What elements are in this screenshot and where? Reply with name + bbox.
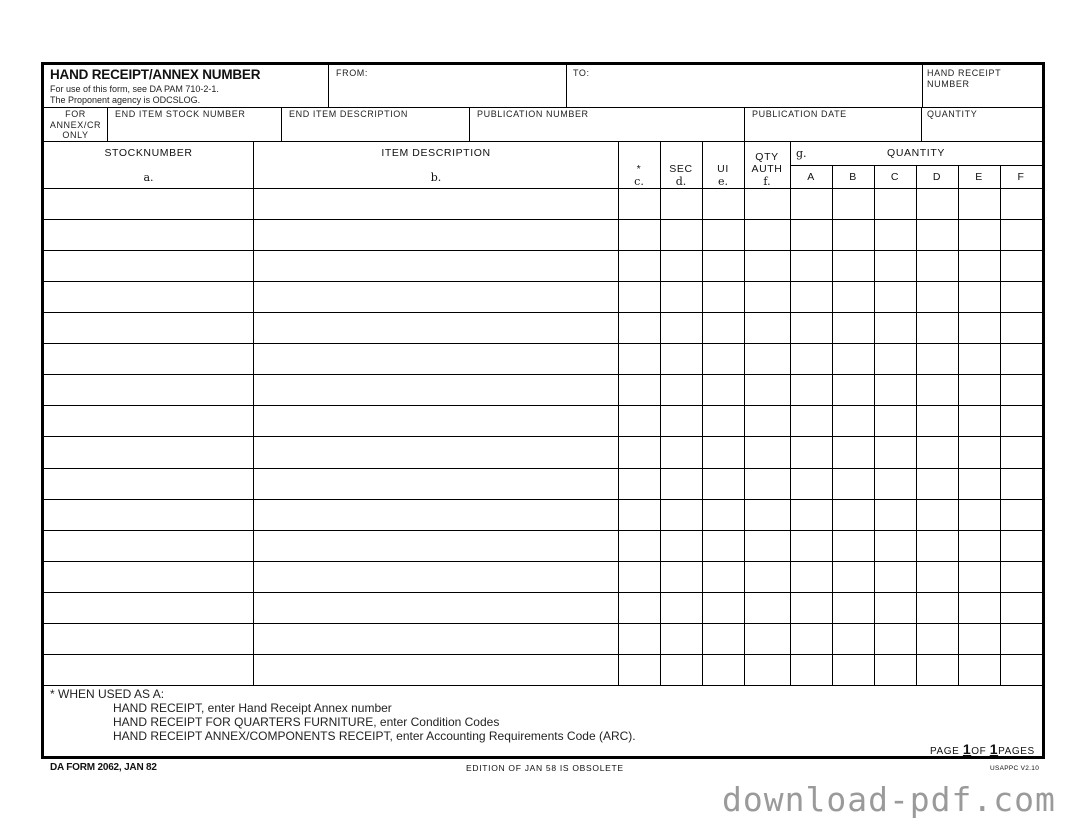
hand-receipt-number-label-1: HAND RECEIPT bbox=[927, 68, 1002, 78]
cell-stock-number[interactable] bbox=[45, 313, 253, 343]
cell-star[interactable] bbox=[619, 220, 660, 250]
page-indicator bbox=[930, 741, 1035, 757]
notes-heading: * WHEN USED AS A: bbox=[50, 687, 165, 701]
cell-qty-d[interactable] bbox=[917, 531, 958, 561]
cell-qty-d[interactable] bbox=[917, 562, 958, 592]
cell-item-description[interactable] bbox=[254, 593, 618, 623]
cell-qty-a[interactable] bbox=[791, 313, 832, 343]
cell-qty-auth[interactable] bbox=[745, 562, 790, 592]
cell-qty-d[interactable] bbox=[917, 624, 958, 654]
hand-receipt-number-label-2: NUMBER bbox=[927, 79, 970, 89]
cell-qty-f[interactable] bbox=[1001, 437, 1042, 467]
col-qty-c: C bbox=[890, 171, 900, 183]
cell-qty-d[interactable] bbox=[917, 593, 958, 623]
cell-stock-number[interactable] bbox=[45, 251, 253, 281]
total-pages[interactable]: 1 bbox=[989, 741, 999, 757]
cell-sec[interactable] bbox=[661, 344, 702, 374]
col-sec-sub: d. bbox=[675, 175, 687, 188]
cell-qty-a[interactable] bbox=[791, 562, 832, 592]
cell-qty-f[interactable] bbox=[1001, 531, 1042, 561]
cell-qty-d[interactable] bbox=[917, 655, 958, 685]
col-sec: SEC bbox=[669, 163, 693, 175]
cell-qty-b[interactable] bbox=[833, 313, 874, 343]
col-qty-auth-sub: f. bbox=[763, 175, 771, 188]
cell-qty-f[interactable] bbox=[1001, 313, 1042, 343]
cell-qty-auth[interactable] bbox=[745, 313, 790, 343]
cell-stock-number[interactable] bbox=[45, 593, 253, 623]
cell-qty-d[interactable] bbox=[917, 406, 958, 436]
cell-star[interactable] bbox=[619, 531, 660, 561]
cell-qty-a[interactable] bbox=[791, 437, 832, 467]
cell-stock-number[interactable] bbox=[45, 375, 253, 405]
cell-qty-e[interactable] bbox=[959, 313, 1000, 343]
col-item-description: ITEM DESCRIPTION bbox=[381, 147, 491, 159]
cell-qty-a[interactable] bbox=[791, 531, 832, 561]
cell-stock-number[interactable] bbox=[45, 344, 253, 374]
cell-qty-f[interactable] bbox=[1001, 220, 1042, 250]
cell-qty-e[interactable] bbox=[959, 469, 1000, 499]
cell-ui[interactable] bbox=[703, 344, 744, 374]
cell-qty-d[interactable] bbox=[917, 189, 958, 219]
cell-item-description[interactable] bbox=[254, 500, 618, 530]
table-row bbox=[44, 468, 1042, 499]
cell-qty-d[interactable] bbox=[917, 282, 958, 312]
cell-qty-e[interactable] bbox=[959, 624, 1000, 654]
cell-item-description[interactable] bbox=[254, 282, 618, 312]
end-item-stock-number-label: END ITEM STOCK NUMBER bbox=[115, 109, 246, 119]
watermark: download-pdf.com bbox=[722, 780, 1056, 819]
cell-qty-c[interactable] bbox=[875, 344, 916, 374]
cell-item-description[interactable] bbox=[254, 437, 618, 467]
table-row bbox=[44, 561, 1042, 592]
col-qty-f: F bbox=[1017, 171, 1025, 183]
cell-qty-auth[interactable] bbox=[745, 251, 790, 281]
cell-star[interactable] bbox=[619, 189, 660, 219]
cell-qty-e[interactable] bbox=[959, 189, 1000, 219]
publication-date-label: PUBLICATION DATE bbox=[752, 109, 847, 119]
cell-star[interactable] bbox=[619, 437, 660, 467]
col-qty-e: E bbox=[975, 171, 983, 183]
cell-qty-auth[interactable] bbox=[745, 344, 790, 374]
col-quantity: QUANTITY bbox=[887, 147, 945, 159]
cell-qty-f[interactable] bbox=[1001, 282, 1042, 312]
cell-qty-auth[interactable] bbox=[745, 624, 790, 654]
cell-qty-f[interactable] bbox=[1001, 655, 1042, 685]
cell-qty-c[interactable] bbox=[875, 313, 916, 343]
cell-star[interactable] bbox=[619, 282, 660, 312]
cell-star[interactable] bbox=[619, 469, 660, 499]
end-item-description-label: END ITEM DESCRIPTION bbox=[289, 109, 409, 119]
page-number[interactable]: 1 bbox=[962, 741, 972, 757]
cell-qty-e[interactable] bbox=[959, 282, 1000, 312]
cell-qty-e[interactable] bbox=[959, 655, 1000, 685]
end-item-stock-number-field[interactable] bbox=[108, 120, 281, 140]
cell-qty-c[interactable] bbox=[875, 655, 916, 685]
cell-ui[interactable] bbox=[703, 189, 744, 219]
cell-qty-a[interactable] bbox=[791, 251, 832, 281]
notes-line-2: HAND RECEIPT FOR QUARTERS FURNITURE, enter Condition Codes bbox=[113, 715, 500, 729]
notes-line-3: HAND RECEIPT ANNEX/COMPONENTS RECEIPT, enter Accounting Requirements Code (ARC). bbox=[113, 729, 636, 743]
cell-item-description[interactable] bbox=[254, 562, 618, 592]
table-row bbox=[44, 374, 1042, 405]
cell-qty-auth[interactable] bbox=[745, 189, 790, 219]
cell-qty-b[interactable] bbox=[833, 282, 874, 312]
cell-qty-a[interactable] bbox=[791, 469, 832, 499]
table-row bbox=[44, 436, 1042, 467]
cell-qty-d[interactable] bbox=[917, 500, 958, 530]
hand-receipt-form bbox=[41, 62, 1045, 759]
cell-qty-f[interactable] bbox=[1001, 251, 1042, 281]
cell-qty-a[interactable] bbox=[791, 593, 832, 623]
cell-qty-b[interactable] bbox=[833, 531, 874, 561]
cell-qty-b[interactable] bbox=[833, 500, 874, 530]
cell-qty-e[interactable] bbox=[959, 562, 1000, 592]
cell-qty-f[interactable] bbox=[1001, 624, 1042, 654]
cell-qty-b[interactable] bbox=[833, 624, 874, 654]
cell-qty-auth[interactable] bbox=[745, 531, 790, 561]
cell-item-description[interactable] bbox=[254, 220, 618, 250]
cell-qty-c[interactable] bbox=[875, 375, 916, 405]
cell-qty-c[interactable] bbox=[875, 531, 916, 561]
cell-qty-b[interactable] bbox=[833, 469, 874, 499]
cell-sec[interactable] bbox=[661, 562, 702, 592]
col-ui-sub: e. bbox=[717, 175, 728, 188]
cell-qty-c[interactable] bbox=[875, 220, 916, 250]
cell-qty-d[interactable] bbox=[917, 344, 958, 374]
cell-qty-e[interactable] bbox=[959, 406, 1000, 436]
cell-stock-number[interactable] bbox=[45, 220, 253, 250]
cell-qty-a[interactable] bbox=[791, 220, 832, 250]
edition-note: EDITION OF JAN 58 IS OBSOLETE bbox=[466, 763, 624, 773]
cell-qty-auth[interactable] bbox=[745, 282, 790, 312]
cell-ui[interactable] bbox=[703, 469, 744, 499]
cell-qty-e[interactable] bbox=[959, 593, 1000, 623]
cell-qty-a[interactable] bbox=[791, 375, 832, 405]
cell-ui[interactable] bbox=[703, 531, 744, 561]
cell-star[interactable] bbox=[619, 500, 660, 530]
cell-qty-b[interactable] bbox=[833, 437, 874, 467]
cell-star[interactable] bbox=[619, 562, 660, 592]
from-label: FROM: bbox=[336, 68, 368, 78]
table-row bbox=[44, 312, 1042, 343]
cell-ui[interactable] bbox=[703, 500, 744, 530]
cell-qty-a[interactable] bbox=[791, 282, 832, 312]
form-instruction: For use of this form, see DA PAM 710-2-1. bbox=[50, 84, 219, 94]
cell-qty-b[interactable] bbox=[833, 344, 874, 374]
col-ui: UI bbox=[717, 163, 729, 175]
col-quantity-g: g. bbox=[796, 147, 807, 160]
cell-qty-d[interactable] bbox=[917, 469, 958, 499]
col-stock-number: STOCKNUMBER bbox=[104, 147, 193, 159]
cell-qty-f[interactable] bbox=[1001, 469, 1042, 499]
cell-stock-number[interactable] bbox=[45, 469, 253, 499]
cell-stock-number[interactable] bbox=[45, 437, 253, 467]
cell-qty-b[interactable] bbox=[833, 251, 874, 281]
cell-qty-d[interactable] bbox=[917, 375, 958, 405]
cell-star[interactable] bbox=[619, 251, 660, 281]
cell-qty-e[interactable] bbox=[959, 500, 1000, 530]
end-item-description-field[interactable] bbox=[282, 120, 469, 140]
cell-qty-a[interactable] bbox=[791, 655, 832, 685]
cell-ui[interactable] bbox=[703, 282, 744, 312]
col-qty-b: B bbox=[849, 171, 857, 183]
table-row bbox=[44, 654, 1042, 685]
cell-qty-a[interactable] bbox=[791, 344, 832, 374]
cell-star[interactable] bbox=[619, 313, 660, 343]
cell-qty-f[interactable] bbox=[1001, 344, 1042, 374]
cell-qty-a[interactable] bbox=[791, 189, 832, 219]
col-qty-a: A bbox=[807, 171, 815, 183]
cell-qty-auth[interactable] bbox=[745, 220, 790, 250]
cell-sec[interactable] bbox=[661, 313, 702, 343]
table-row bbox=[44, 281, 1042, 312]
cell-qty-a[interactable] bbox=[791, 406, 832, 436]
cell-star[interactable] bbox=[619, 375, 660, 405]
cell-qty-e[interactable] bbox=[959, 437, 1000, 467]
cell-star[interactable] bbox=[619, 344, 660, 374]
for-annex-label-1: FOR bbox=[65, 109, 86, 119]
cell-sec[interactable] bbox=[661, 531, 702, 561]
cell-qty-auth[interactable] bbox=[745, 437, 790, 467]
form-title: HAND RECEIPT/ANNEX NUMBER bbox=[50, 67, 261, 82]
cell-qty-f[interactable] bbox=[1001, 562, 1042, 592]
cell-item-description[interactable] bbox=[254, 313, 618, 343]
quantity-field[interactable] bbox=[922, 120, 1042, 140]
cell-qty-b[interactable] bbox=[833, 406, 874, 436]
cell-qty-auth[interactable] bbox=[745, 469, 790, 499]
proponent-agency: The Proponent agency is ODCSLOG. bbox=[50, 95, 201, 105]
cell-stock-number[interactable] bbox=[45, 562, 253, 592]
to-label: TO: bbox=[573, 68, 590, 78]
cell-qty-c[interactable] bbox=[875, 500, 916, 530]
cell-sec[interactable] bbox=[661, 593, 702, 623]
cell-sec[interactable] bbox=[661, 624, 702, 654]
cell-sec[interactable] bbox=[661, 500, 702, 530]
publication-date-field[interactable] bbox=[745, 120, 921, 140]
cell-sec[interactable] bbox=[661, 282, 702, 312]
cell-ui[interactable] bbox=[703, 375, 744, 405]
cell-qty-e[interactable] bbox=[959, 251, 1000, 281]
cell-ui[interactable] bbox=[703, 562, 744, 592]
cell-qty-auth[interactable] bbox=[745, 375, 790, 405]
cell-qty-a[interactable] bbox=[791, 500, 832, 530]
cell-qty-auth[interactable] bbox=[745, 500, 790, 530]
cell-ui[interactable] bbox=[703, 251, 744, 281]
cell-item-description[interactable] bbox=[254, 406, 618, 436]
cell-star[interactable] bbox=[619, 624, 660, 654]
cell-qty-e[interactable] bbox=[959, 220, 1000, 250]
cell-ui[interactable] bbox=[703, 220, 744, 250]
col-item-description-sub: b. bbox=[430, 171, 442, 184]
cell-item-description[interactable] bbox=[254, 375, 618, 405]
cell-qty-c[interactable] bbox=[875, 251, 916, 281]
cell-star[interactable] bbox=[619, 406, 660, 436]
table-row bbox=[44, 188, 1042, 219]
cell-ui[interactable] bbox=[703, 655, 744, 685]
cell-star[interactable] bbox=[619, 655, 660, 685]
cell-star[interactable] bbox=[619, 593, 660, 623]
pages-label: PAGES bbox=[998, 746, 1035, 757]
col-stock-number-sub: a. bbox=[143, 171, 154, 184]
page-label: PAGE bbox=[930, 746, 960, 757]
item-grid bbox=[44, 141, 1042, 685]
table-row bbox=[44, 343, 1042, 374]
table-row bbox=[44, 405, 1042, 436]
cell-sec[interactable] bbox=[661, 655, 702, 685]
cell-qty-c[interactable] bbox=[875, 406, 916, 436]
table-row bbox=[44, 530, 1042, 561]
notes-line-1: HAND RECEIPT, enter Hand Receipt Annex number bbox=[113, 701, 392, 715]
cell-qty-b[interactable] bbox=[833, 593, 874, 623]
cell-item-description[interactable] bbox=[254, 189, 618, 219]
table-row bbox=[44, 250, 1042, 281]
cell-ui[interactable] bbox=[703, 406, 744, 436]
cell-item-description[interactable] bbox=[254, 655, 618, 685]
cell-qty-d[interactable] bbox=[917, 251, 958, 281]
cell-qty-c[interactable] bbox=[875, 437, 916, 467]
cell-stock-number[interactable] bbox=[45, 655, 253, 685]
for-annex-label-2: ANNEX/CR bbox=[49, 119, 102, 130]
cell-qty-auth[interactable] bbox=[745, 406, 790, 436]
cell-stock-number[interactable] bbox=[45, 500, 253, 530]
cell-qty-f[interactable] bbox=[1001, 406, 1042, 436]
publication-number-label: PUBLICATION NUMBER bbox=[477, 109, 589, 119]
cell-ui[interactable] bbox=[703, 437, 744, 467]
cell-sec[interactable] bbox=[661, 469, 702, 499]
cell-sec[interactable] bbox=[661, 406, 702, 436]
cell-item-description[interactable] bbox=[254, 251, 618, 281]
col-star-sub: c. bbox=[634, 175, 644, 188]
cell-qty-e[interactable] bbox=[959, 344, 1000, 374]
cell-ui[interactable] bbox=[703, 593, 744, 623]
table-row bbox=[44, 219, 1042, 250]
cell-qty-e[interactable] bbox=[959, 531, 1000, 561]
cell-ui[interactable] bbox=[703, 624, 744, 654]
cell-sec[interactable] bbox=[661, 251, 702, 281]
cell-stock-number[interactable] bbox=[45, 282, 253, 312]
hand-receipt-number-field[interactable] bbox=[923, 89, 1043, 107]
cell-qty-b[interactable] bbox=[833, 375, 874, 405]
cell-qty-d[interactable] bbox=[917, 313, 958, 343]
cell-qty-b[interactable] bbox=[833, 655, 874, 685]
cell-stock-number[interactable] bbox=[45, 531, 253, 561]
cell-qty-c[interactable] bbox=[875, 624, 916, 654]
cell-item-description[interactable] bbox=[254, 344, 618, 374]
table-row bbox=[44, 623, 1042, 654]
cell-qty-d[interactable] bbox=[917, 220, 958, 250]
cell-qty-b[interactable] bbox=[833, 189, 874, 219]
cell-item-description[interactable] bbox=[254, 624, 618, 654]
cell-sec[interactable] bbox=[661, 220, 702, 250]
quantity-label: QUANTITY bbox=[927, 109, 978, 119]
cell-qty-f[interactable] bbox=[1001, 375, 1042, 405]
cell-stock-number[interactable] bbox=[45, 624, 253, 654]
table-row bbox=[44, 499, 1042, 530]
from-field[interactable] bbox=[329, 77, 565, 107]
cell-qty-d[interactable] bbox=[917, 437, 958, 467]
cell-qty-auth[interactable] bbox=[745, 655, 790, 685]
publication-number-field[interactable] bbox=[470, 120, 744, 140]
col-qty-auth-1: QTY bbox=[755, 151, 779, 163]
cell-sec[interactable] bbox=[661, 189, 702, 219]
for-annex-label-3: ONLY bbox=[62, 130, 89, 140]
col-qty-d: D bbox=[932, 171, 942, 183]
cell-qty-c[interactable] bbox=[875, 189, 916, 219]
usappc-version: USAPPC V2.10 bbox=[990, 765, 1040, 772]
cell-qty-auth[interactable] bbox=[745, 593, 790, 623]
cell-qty-c[interactable] bbox=[875, 469, 916, 499]
cell-sec[interactable] bbox=[661, 437, 702, 467]
cell-sec[interactable] bbox=[661, 375, 702, 405]
cell-qty-e[interactable] bbox=[959, 375, 1000, 405]
cell-qty-c[interactable] bbox=[875, 282, 916, 312]
cell-qty-f[interactable] bbox=[1001, 189, 1042, 219]
col-qty-auth-2: AUTH bbox=[751, 163, 783, 175]
cell-item-description[interactable] bbox=[254, 531, 618, 561]
of-label: OF bbox=[971, 746, 987, 757]
cell-ui[interactable] bbox=[703, 313, 744, 343]
cell-stock-number[interactable] bbox=[45, 406, 253, 436]
cell-stock-number[interactable] bbox=[45, 189, 253, 219]
cell-qty-c[interactable] bbox=[875, 562, 916, 592]
cell-qty-f[interactable] bbox=[1001, 500, 1042, 530]
col-star: * bbox=[636, 163, 642, 175]
table-row bbox=[44, 592, 1042, 623]
to-field[interactable] bbox=[567, 77, 922, 107]
cell-qty-b[interactable] bbox=[833, 220, 874, 250]
form-id: DA FORM 2062, JAN 82 bbox=[50, 762, 157, 773]
cell-qty-f[interactable] bbox=[1001, 593, 1042, 623]
cell-qty-a[interactable] bbox=[791, 624, 832, 654]
cell-item-description[interactable] bbox=[254, 469, 618, 499]
cell-qty-c[interactable] bbox=[875, 593, 916, 623]
cell-qty-b[interactable] bbox=[833, 562, 874, 592]
